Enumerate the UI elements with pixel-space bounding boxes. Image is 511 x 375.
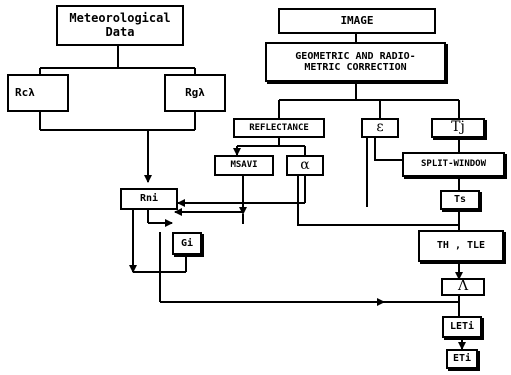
epsilon-label: ε xyxy=(376,119,384,136)
line-eps-sw xyxy=(375,138,402,160)
node-epsilon xyxy=(361,118,399,138)
msavi-label: MSAVI xyxy=(230,160,258,171)
split-window-label: SPLIT-WINDOW xyxy=(420,159,487,170)
image-label: IMAGE xyxy=(340,13,374,27)
leti-label: LETi xyxy=(449,321,475,333)
node-rc xyxy=(7,74,69,112)
node-msavi xyxy=(214,155,274,176)
rni-label: Rni xyxy=(139,193,159,205)
node-alpha xyxy=(286,155,324,176)
node-split-window xyxy=(402,152,505,177)
node-image xyxy=(278,8,436,34)
rg-label: Rgλ xyxy=(185,85,205,99)
th-tle-label: TH , TLE xyxy=(436,240,486,252)
node-lambda xyxy=(441,278,485,296)
node-th-tle xyxy=(418,230,504,262)
node-eti xyxy=(446,349,478,369)
tj-label: Tj xyxy=(451,119,465,136)
geometric-correction-line2: METRIC CORRECTION xyxy=(304,62,407,73)
alpha-label: α xyxy=(300,156,310,173)
lambda-label: Λ xyxy=(457,278,469,295)
ts-label: Ts xyxy=(453,194,467,206)
node-geometric-correction xyxy=(265,42,446,82)
line-alpha-right xyxy=(298,176,459,225)
reflectance-label: REFLECTANCE xyxy=(249,122,309,133)
meteorological-data-label: Meteorological Data xyxy=(69,11,171,39)
eti-label: ETi xyxy=(452,353,472,365)
node-tj xyxy=(431,118,485,138)
node-rg xyxy=(164,74,226,112)
node-meteorological-data xyxy=(56,5,184,46)
node-ts xyxy=(440,190,480,210)
node-gi xyxy=(172,232,202,255)
node-rni xyxy=(120,188,178,210)
node-reflectance xyxy=(233,118,325,138)
geometric-correction-line1: GEOMETRIC AND RADIO- xyxy=(295,50,416,62)
gi-label: Gi xyxy=(180,237,194,249)
node-leti xyxy=(442,316,482,338)
rc-label: Rcλ xyxy=(15,85,35,99)
